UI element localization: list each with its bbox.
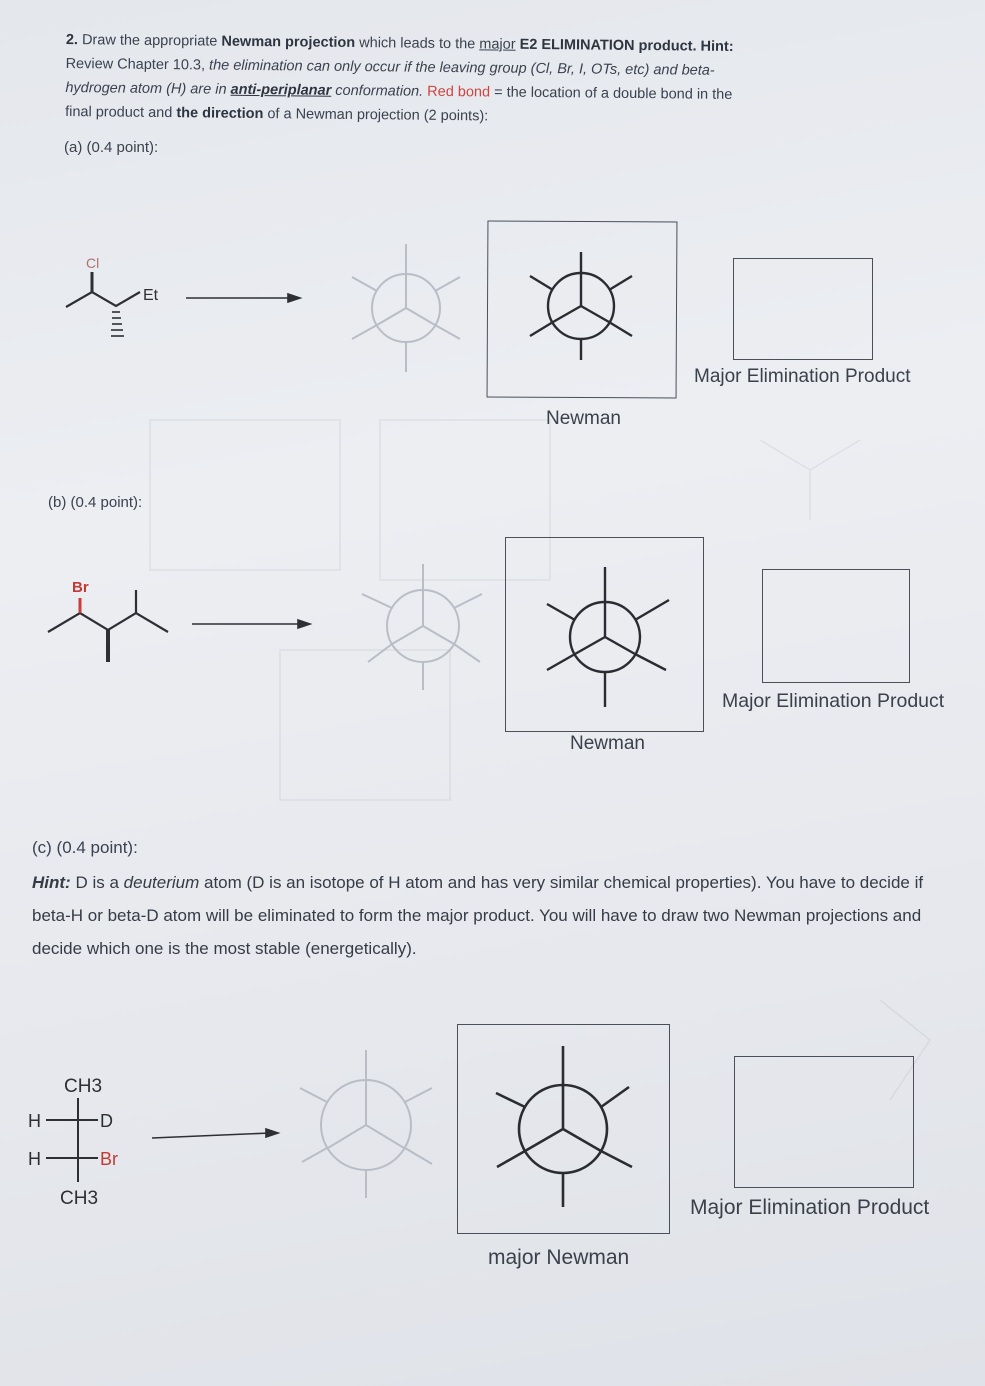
red-bond-rest: = the location of a double bond in the — [494, 84, 733, 103]
hint-label: Hint: — [700, 38, 734, 55]
newman-box-a[interactable] — [487, 221, 678, 399]
bold-newman: Newman projection — [221, 33, 356, 52]
ethyl-label: Et — [143, 287, 159, 304]
bold-e2: E2 ELIMINATION product. — [519, 36, 697, 55]
hint-italic-2: hydrogen atom (H) are in — [65, 79, 227, 98]
part-c-label: (c) (0.4 point): — [32, 838, 138, 857]
newman-box-c[interactable] — [457, 1024, 670, 1234]
mid-text: which leads to the — [359, 35, 476, 53]
anti-periplanar: anti-periplanar — [230, 81, 332, 99]
product-caption-b: Major Elimination Product — [722, 690, 945, 712]
part-a-label: (a) (0.4 point): — [64, 139, 159, 156]
fischer-bottom-ch3: CH3 — [60, 1188, 99, 1209]
hint-italic-3: conformation. — [335, 82, 424, 100]
hashed-bond-a — [111, 312, 124, 336]
arrow-c — [152, 1129, 278, 1138]
newman-caption-b: Newman — [570, 733, 645, 754]
red-bond-note: Red bond — [427, 83, 491, 101]
newman-caption-c: major Newman — [488, 1246, 630, 1269]
fischer-h2: H — [28, 1149, 41, 1169]
part-c-hint-label: Hint: — [32, 873, 71, 892]
newman-template-b — [362, 564, 482, 690]
product-box-b[interactable] — [762, 569, 910, 683]
part-b-label: (b) (0.4 point): — [48, 494, 143, 511]
line4-b: of a Newman projection (2 points): — [267, 106, 489, 125]
part-c-hint — [32, 866, 952, 965]
molecule-b — [48, 590, 168, 662]
fischer-d: D — [100, 1111, 113, 1131]
direction-bold: the direction — [176, 105, 264, 123]
product-caption-c: Major Elimination Product — [690, 1196, 930, 1219]
faint-bleed-through — [150, 420, 930, 1100]
product-box-a[interactable] — [733, 258, 873, 360]
question-number: 2. — [65, 31, 79, 49]
chapter-ref: Review Chapter 10.3, — [65, 55, 206, 74]
newman-caption-a: Newman — [546, 408, 621, 429]
newman-box-b[interactable] — [505, 537, 704, 732]
newman-template-c — [300, 1050, 432, 1198]
molecule-a — [66, 272, 140, 336]
bromine-label: Br — [72, 579, 89, 596]
arrow-a — [186, 294, 300, 302]
fischer-top-ch3: CH3 — [64, 1076, 103, 1097]
major-underlined: major — [479, 36, 516, 53]
fischer-br: Br — [100, 1149, 118, 1169]
newman-template-a — [352, 244, 460, 372]
product-caption-a: Major Elimination Product — [694, 366, 911, 387]
chlorine-label: Cl — [86, 255, 100, 271]
intro-text: Draw the appropriate — [81, 32, 218, 50]
part-c-hint-t1: D is a — [75, 873, 119, 892]
line4-a: final product and — [65, 103, 173, 122]
hint-italic-1: the elimination can only occur if the leaving group (Cl, Br, I, OTs, etc) and beta- — [209, 57, 715, 79]
arrow-b — [192, 620, 310, 628]
fischer-projection — [46, 1098, 98, 1182]
part-c-hint-t3: atom (D is an isotope of H atom and has very similar chemical properties). You have to decide if beta-H or beta-D atom will be eliminated to form the major product. You will have to draw two Newman projections and decide which one is the most stable (energetically). — [32, 873, 924, 958]
product-box-c[interactable] — [734, 1056, 914, 1188]
part-c-hint-deuterium: deuterium — [123, 873, 200, 892]
fischer-h1: H — [28, 1111, 41, 1131]
